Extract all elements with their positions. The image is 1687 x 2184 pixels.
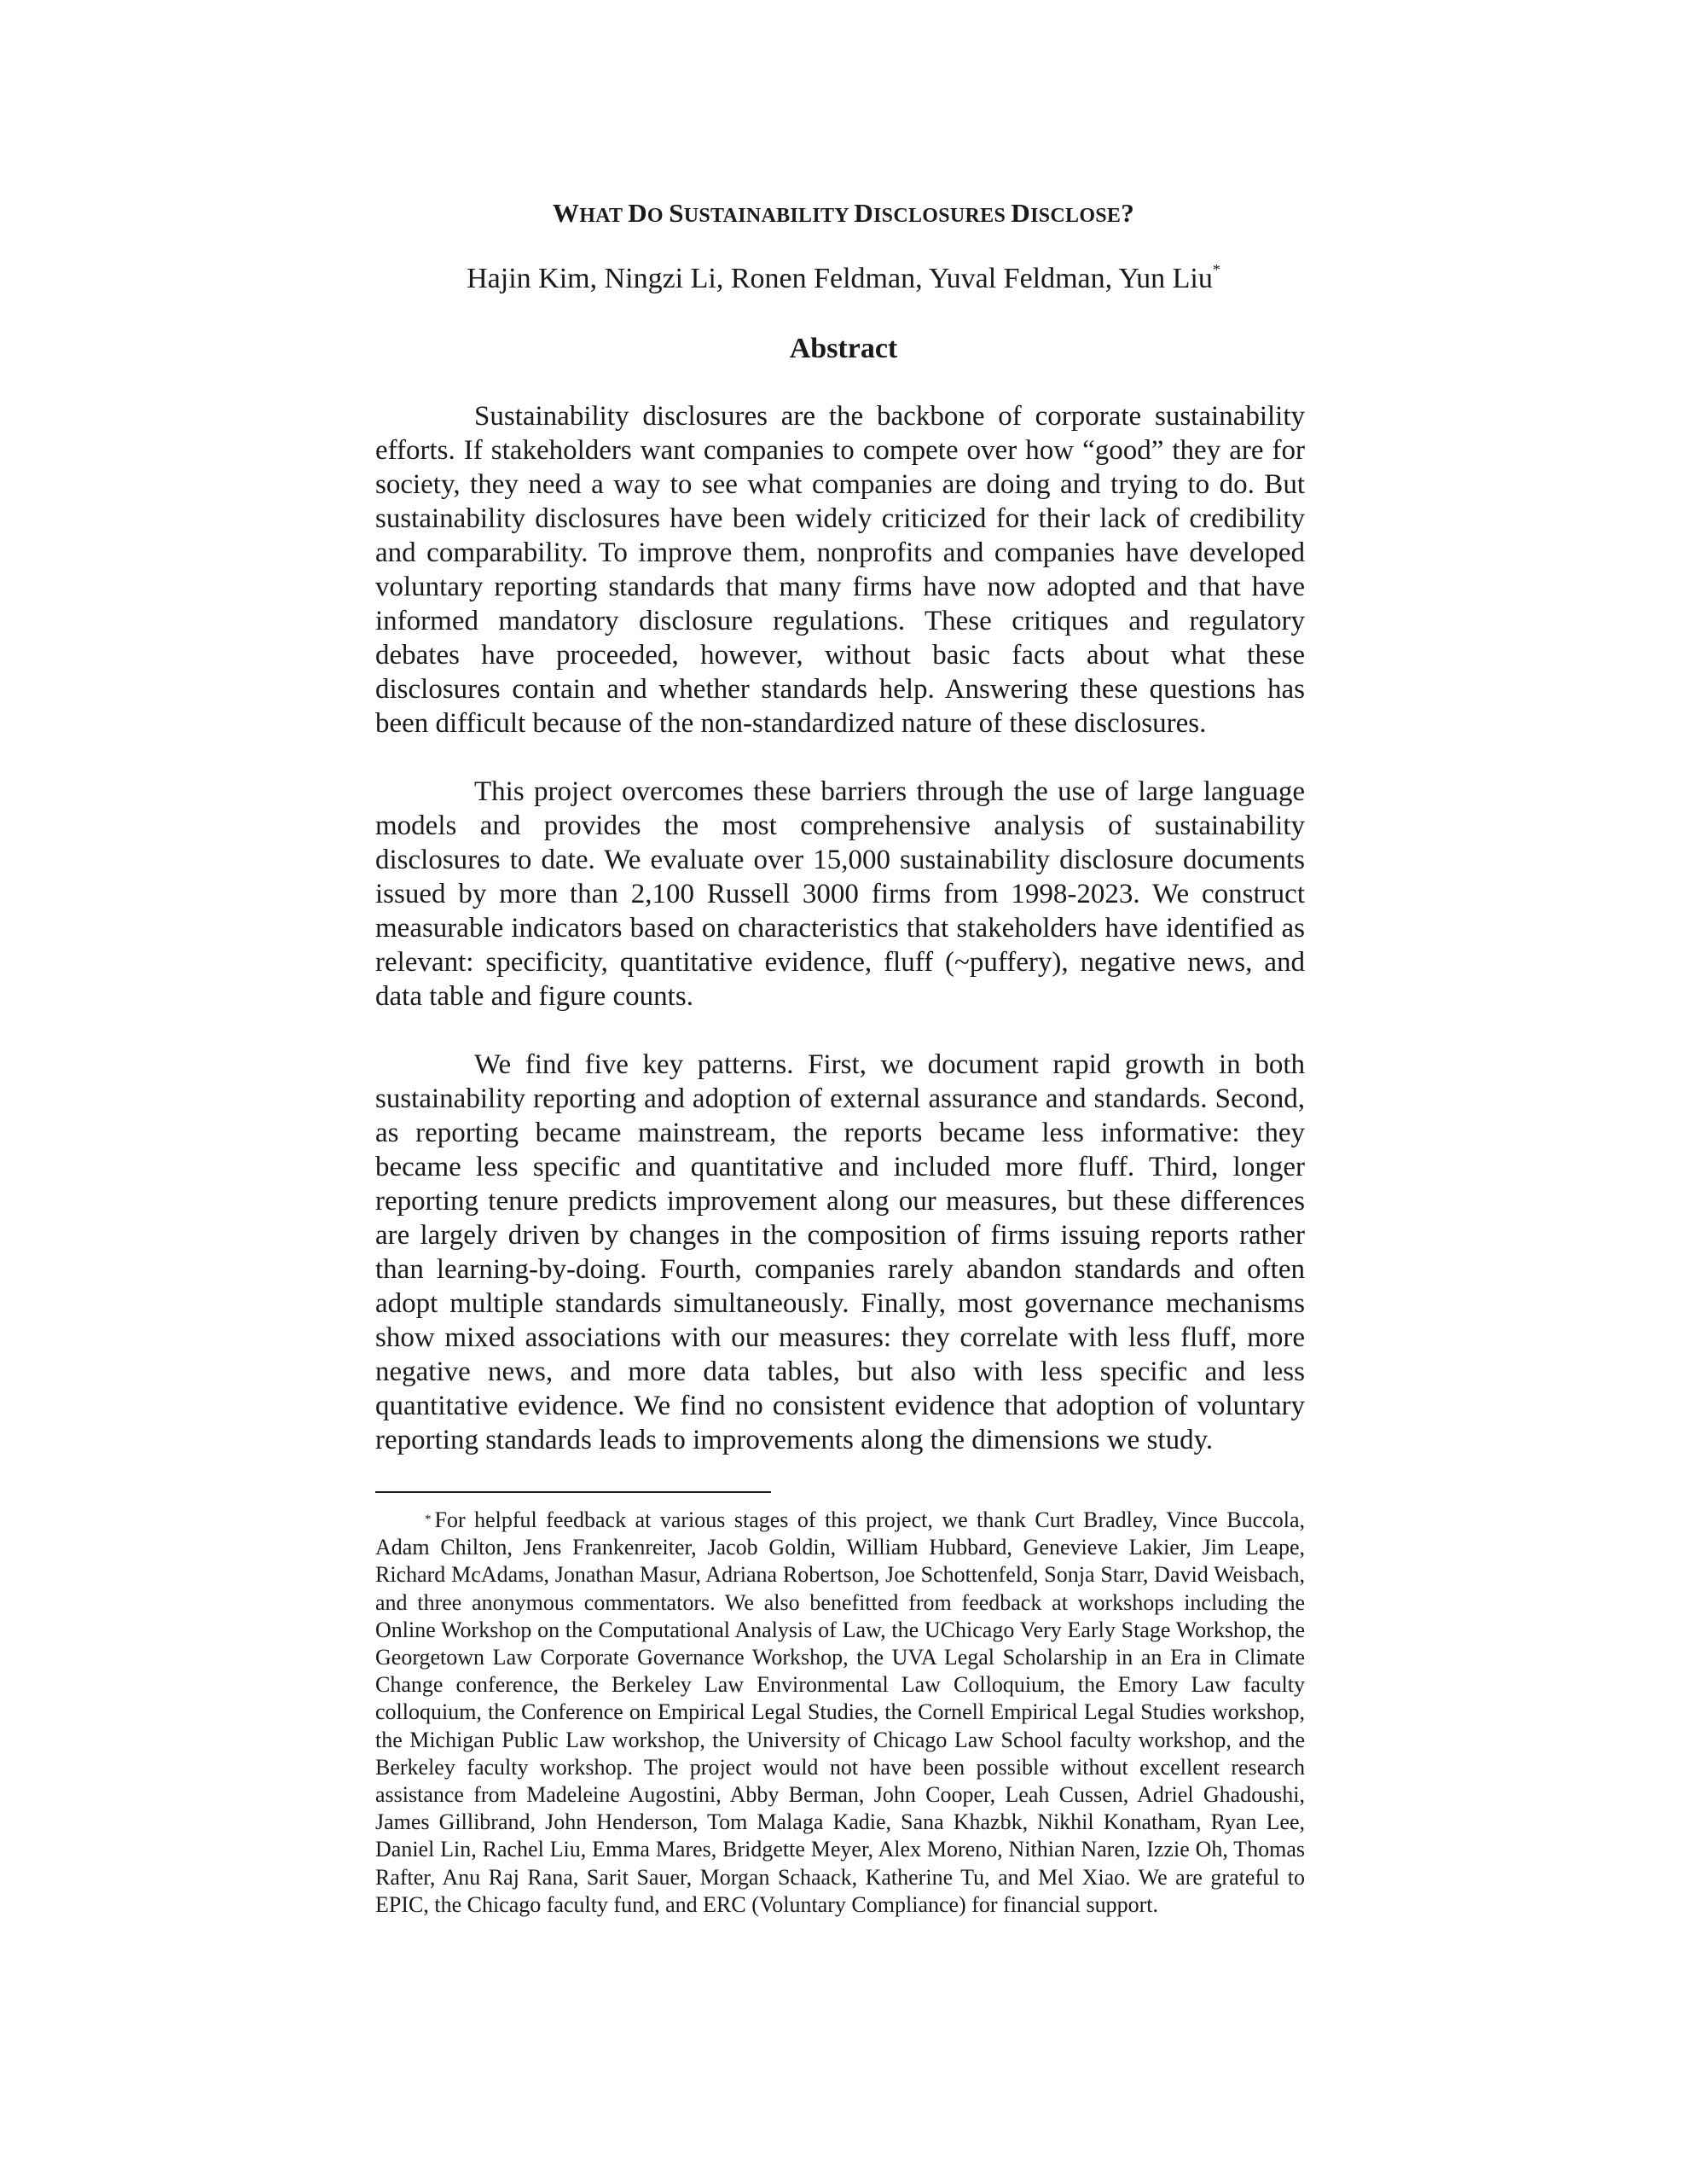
title-part: D (628, 198, 647, 228)
footnote-text: For helpful feedback at various stages of this project, we thank Curt Bradley, Vince Buccola, Adam Chilton, Jens Frankenreiter, Jacob Goldin, William Hubbard, Genevieve Lakier, Jim Leape, Richard McAdams, Jonathan Masur, Adriana Robertson, Joe Schottenfeld, Sonja Starr, David Weisbach, and three anonymous commentators. We also benefitted from feedback at workshops including the Online Workshop on the Computational Analysis of Law, the UChicago Very Early Stage Workshop, the Georgetown Law Corporate Governance Workshop, the UVA Legal Scholarship in an Era in Climate Change conference, the Berkeley Law Environmental Law Colloquium, the Emory Law faculty colloquium, the Conference on Empirical Legal Studies, the Cornell Empirical Legal Studies workshop, the Michigan Public Law workshop, the University of Chicago Law School faculty workshop, and the Berkeley faculty workshop. The project would not have been possible without excellent research assistance from Madeleine Augostini, Abby Berman, John Cooper, Leah Cussen, Adriel Ghadoushi, James Gillibrand, John Henderson, Tom Malaga Kadie, Sana Khazbk, Nikhil Konatham, Ryan Lee, Daniel Lin, Rachel Liu, Emma Mares, Bridgette Meyer, Alex Moreno, Nithian Naren, Izzie Oh, Thomas Rafter, Anu Raj Rana, Sarit Sauer, Morgan Schaack, Katherine Tu, and Mel Xiao. We are grateful to EPIC, the Chicago faculty fund, and ERC (Voluntary Compliance) for financial support. (375, 1507, 1305, 1917)
title-part: W (552, 198, 580, 228)
title-part: ? (1121, 198, 1135, 228)
paper-title (0, 198, 1687, 229)
abstract-body (375, 399, 1305, 1919)
abstract-paragraph-2: This project overcomes these barriers through the use of large language models and provides the most comprehensive analysis of sustainability disclosures to date. We evaluate over 15,000 sustainability disclosure documents issued by more than 2,100 Russell 3000 firms from 1998-2023. We construct measurable indicators based on characteristics that stakeholders have identified as relevant: specificity, quantitative evidence, fluff (~puffery), negative news, and data table and figure counts. (375, 776, 1305, 1012)
author-footnote-mark[interactable]: * (1212, 261, 1220, 278)
title-part: HAT (579, 205, 629, 227)
title-part: S (669, 198, 684, 228)
title-part: D (1011, 198, 1031, 228)
author-names: Hajin Kim, Ningzi Li, Ronen Feldman, Yuval Feldman, Yun Liu (467, 263, 1213, 294)
abstract-paragraph-3: We find five key patterns. First, we document rapid growth in both sustainability reporting and adoption of external assurance and standards. Second, as reporting became mainstream, the reports became less informative: they became less specific and quantitative and included more fluff. Third, longer reporting tenure predicts improvement along our measures, but these differences are largely driven by changes in the composition of firms issuing reports rather than learning-by-doing. Fourth, companies rarely abandon standards and often adopt multiple standards simultaneously. Finally, most governance mechanisms show mixed associations with our measures: they correlate with less fluff, more negative news, and more data tables, but also with less specific and less quantitative evidence. We find no consistent evidence that adoption of voluntary reporting standards leads to improvements along the dimensions we study. (375, 1049, 1305, 1455)
abstract-heading: Abstract (789, 333, 898, 364)
footnote-divider (375, 1491, 771, 1493)
footnote (375, 1507, 1305, 1919)
title-part: O (646, 205, 670, 227)
footnote-mark: * (425, 1513, 432, 1526)
title-part: ISCLOSE (1030, 205, 1122, 227)
abstract-paragraph-1: Sustainability disclosures are the backbone of corporate sustainability efforts. If stakeholders want companies to compete over how “good” they are for society, they need a way to see what companies are doing and trying to do. But sustainability disclosures have been widely criticized for their lack of credibility and comparability. To improve them, nonprofits and companies have developed voluntary reporting standards that many firms have now adopted and that have informed mandatory disclosure regulations. These critiques and regulatory debates have proceeded, however, without basic facts about what these disclosures contain and whether standards help. Answering these questions has been difficult because of the non-standardized nature of these disclosures. (375, 401, 1305, 739)
title-part: USTAINABILITY (683, 205, 855, 227)
author-line (0, 263, 1687, 295)
title-part: D (854, 198, 874, 228)
title-part: ISCLOSURES (873, 205, 1012, 227)
